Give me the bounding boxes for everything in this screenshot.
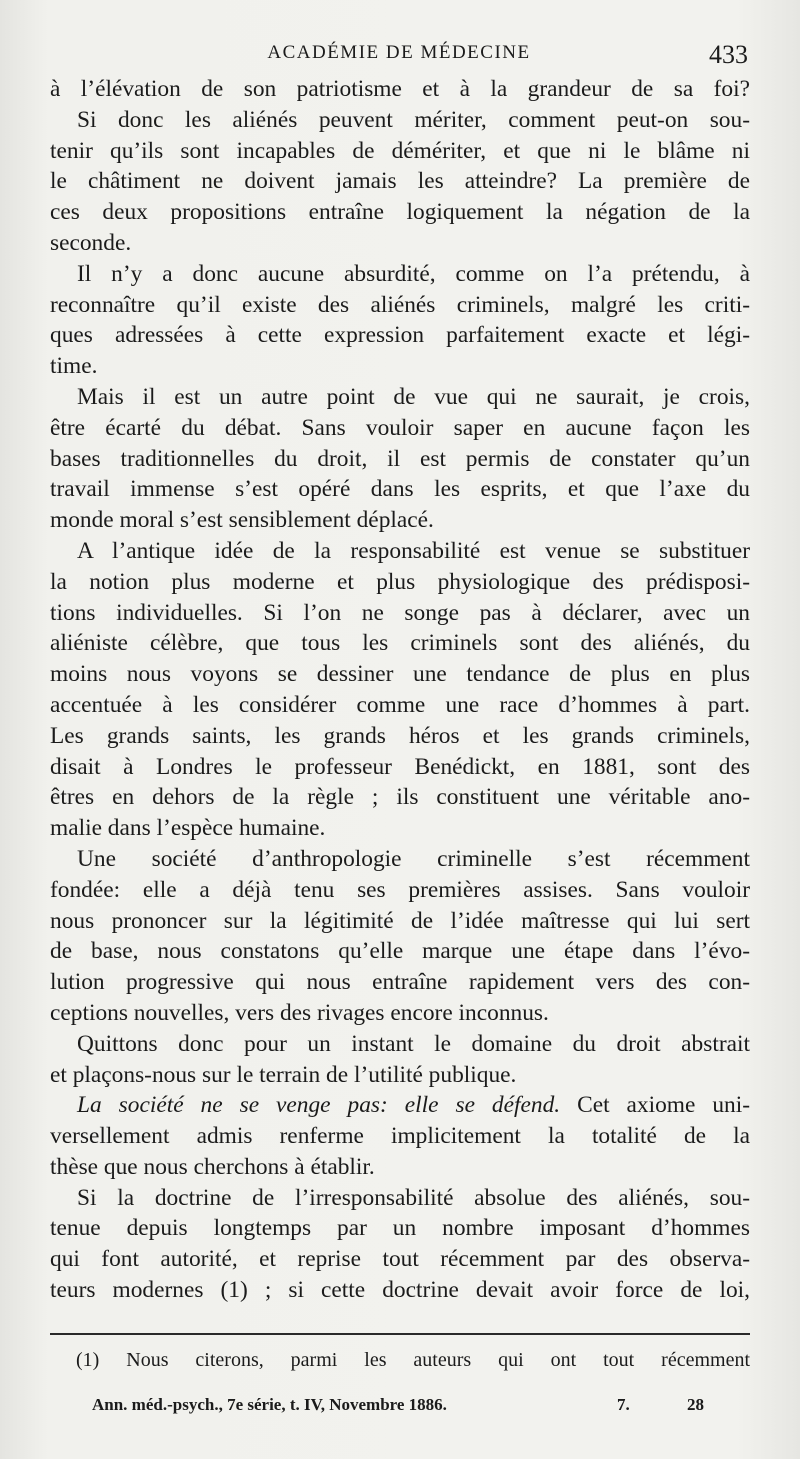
signature-journal: Ann. méd.-psych., 7e série, t. IV, Novembre 1886. <box>92 1395 447 1414</box>
axiom-continuation: Cet axiome uni- <box>577 1092 750 1119</box>
text-line: moins nous voyons se dessiner une tendance de plus en plus <box>50 661 750 688</box>
text-line: A l’antique idée de la responsabilité est venue se substituer <box>77 537 750 564</box>
text-line: le châtiment ne doivent jamais les atteindre? La première de <box>50 168 750 195</box>
axiom-italic: La société ne se venge pas: elle se défend. <box>77 1092 561 1119</box>
text-line: tions individuelles. Si l’on ne songe pas à déclarer, avec un <box>50 599 750 626</box>
text-line: reconnaître qu’il existe des aliénés criminels, malgré les criti- <box>50 291 750 318</box>
page-number: 433 <box>709 40 748 69</box>
text-line <box>50 1090 750 1121</box>
printer-signature <box>92 1390 704 1420</box>
text-line: Les grands saints, les grands héros et les grands criminels, <box>50 722 750 749</box>
text-line: ceptions nouvelles, vers des rivages encore inconnus. <box>50 999 549 1026</box>
text-line: à l’élévation de son patriotisme et à la grandeur de sa foi? <box>50 76 750 102</box>
text-line: accentuée à les considérer comme une race d’hommes à part. <box>50 691 750 718</box>
text-line: ces deux propositions entraîne logiquement la négation de la <box>50 199 750 226</box>
text-line: monde moral s’est sensiblement déplacé. <box>50 507 434 534</box>
text-line: êtres en dehors de la règle ; ils constituent une véritable ano- <box>50 784 750 811</box>
text-line: fondée: elle a déjà tenu ses premières assises. Sans vouloir <box>50 876 750 903</box>
text-line: de base, nous constatons qu’elle marque une étape dans l’évo- <box>50 938 750 965</box>
text-line: Si la doctrine de l’irresponsabilité absolue des aliénés, sou- <box>77 1184 750 1211</box>
text-line: Mais il est un autre point de vue qui ne saurait, je crois, <box>77 383 750 410</box>
page-header <box>50 36 748 72</box>
text-line: tenue depuis longtemps par un nombre imposant d’hommes <box>50 1215 750 1242</box>
text-line: lution progressive qui nous entraîne rapidement vers des con- <box>50 969 750 996</box>
text-line: teurs modernes (1) ; si cette doctrine devait avoir force de loi, <box>50 1277 750 1304</box>
signature-fascicle: 7. <box>617 1395 630 1414</box>
text-line: aliéniste célèbre, que tous les criminels sont des aliénés, du <box>50 630 750 657</box>
text-line: disait à Londres le professeur Benédickt, en 1881, sont des <box>50 753 750 780</box>
text-line: et plaçons-nous sur le terrain de l’utilité publique. <box>50 1061 517 1088</box>
running-title: ACADÉMIE DE MÉDECINE <box>267 42 531 63</box>
text-line: travail immense s’est opéré dans les esprits, et que l’axe du <box>50 476 750 503</box>
text-line: Quittons donc pour un instant le domaine du droit abstrait <box>77 1030 750 1057</box>
text-line: nous prononcer sur la légitimité de l’idée maîtresse qui lui sert <box>50 907 750 934</box>
text-line: la notion plus moderne et plus physiologique des prédisposi- <box>50 568 750 595</box>
text-line: Une société d’anthropologie criminelle s’est récemment <box>77 845 750 872</box>
text-line: versellement admis renferme implicitement la totalité de la <box>50 1123 750 1150</box>
text-line: Il n’y a donc aucune absurdité, comme on l’a prétendu, à <box>77 260 750 287</box>
body-text <box>50 74 750 1306</box>
text-line: tenir qu’ils sont incapables de démériter, et que ni le blâme ni <box>50 137 750 164</box>
text-line: être écarté du débat. Sans vouloir saper en aucune façon les <box>50 414 750 441</box>
text-line: ques adressées à cette expression parfaitement exacte et légi- <box>50 322 750 349</box>
text-line: qui font autorité, et reprise tout récemment par des observa- <box>50 1246 750 1273</box>
text-line: time. <box>50 353 98 380</box>
text-line: thèse que nous cherchons à établir. <box>50 1153 375 1180</box>
text-line: Si donc les aliénés peuvent mériter, comment peut-on sou- <box>77 106 750 133</box>
footnote: (1) Nous citerons, parmi les auteurs qui ont tout récemment <box>76 1349 750 1371</box>
text-line: seconde. <box>50 229 132 256</box>
signature-sheet-number: 28 <box>687 1395 704 1414</box>
text-line: malie dans l’espèce humaine. <box>50 815 326 842</box>
text-line: bases traditionnelles du droit, il est permis de constater qu’un <box>50 445 750 472</box>
footnote-rule <box>50 1333 750 1335</box>
